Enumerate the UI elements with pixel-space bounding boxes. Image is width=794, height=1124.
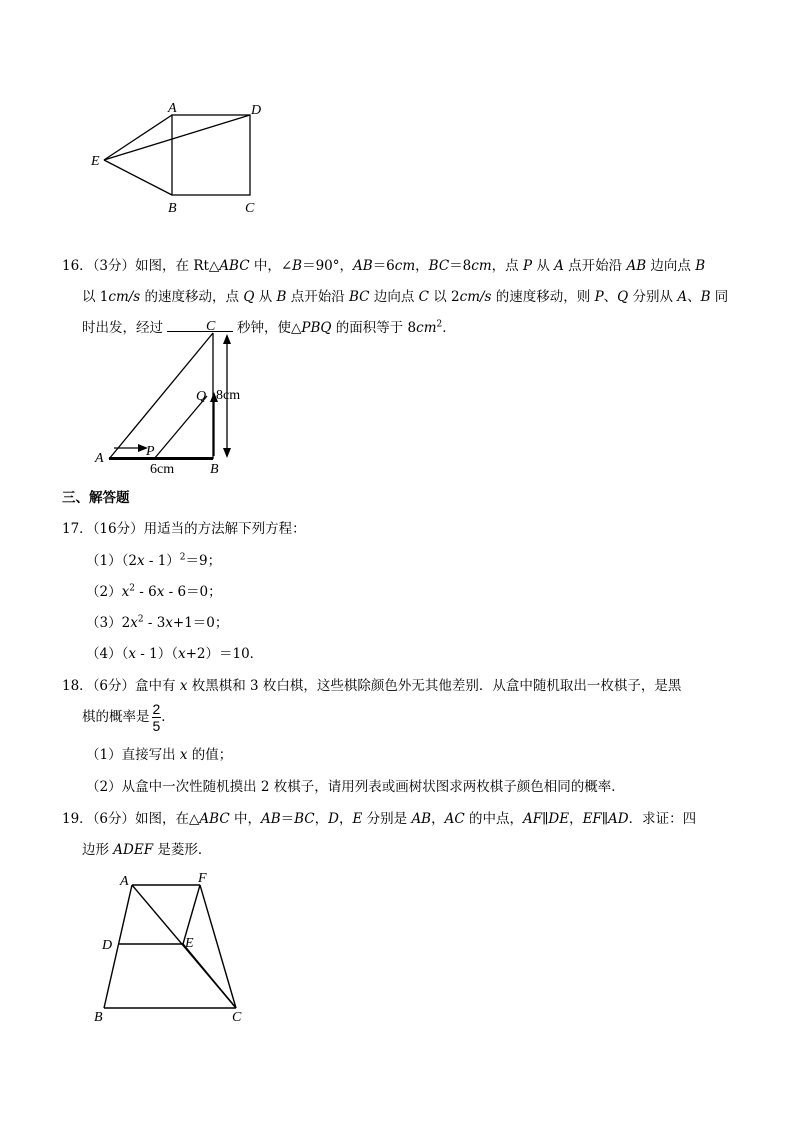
- label-c: C: [245, 201, 255, 216]
- eq-text: - 3: [143, 615, 166, 631]
- q16-text: BC: [349, 289, 370, 305]
- q17-item-1: [86, 549, 221, 569]
- q16-text: BC: [428, 258, 450, 274]
- q17-item-2: [86, 580, 222, 600]
- q19-text: 边形: [82, 842, 114, 858]
- eq-var: x: [130, 615, 138, 631]
- q19-line-1: [62, 807, 696, 827]
- label-p: P: [146, 444, 155, 459]
- q16-text: B: [700, 289, 711, 305]
- q16-text: ，点: [491, 258, 523, 274]
- q16-text: Q: [617, 289, 629, 305]
- q19-text: AB: [411, 811, 432, 827]
- q16-text: A: [677, 289, 688, 305]
- q16-text: 的速度移动，则: [491, 289, 595, 305]
- q19-text: DE: [548, 811, 570, 827]
- segment-ea: [104, 115, 172, 160]
- q19-text: 中，: [229, 811, 261, 827]
- segment-ec: [183, 944, 236, 1008]
- q18-text: 棋的概率是: [82, 709, 150, 725]
- q19-text: ADEF: [113, 842, 154, 858]
- q18-score: （6分）: [92, 678, 136, 694]
- q16-text: B: [276, 289, 287, 305]
- q16-text: 、: [603, 289, 618, 305]
- label-a: A: [95, 451, 104, 466]
- q17-item-3: [86, 611, 228, 631]
- q19-text: ，: [431, 811, 445, 827]
- q19-text: ，: [569, 811, 583, 827]
- q17-score: （16分）: [92, 521, 144, 537]
- label-c: C: [206, 319, 216, 334]
- label-d: D: [102, 938, 113, 953]
- segment-eb: [104, 160, 172, 195]
- arrowhead-down: [223, 448, 231, 458]
- segment-ed: [104, 115, 250, 160]
- q16-text: 分别从: [628, 289, 678, 305]
- eq-var: x: [136, 553, 145, 569]
- q16-text: 从: [532, 258, 555, 274]
- q16-text: 同: [710, 289, 729, 305]
- q19-score: （6分）: [92, 811, 136, 827]
- q17-stem: [62, 517, 306, 537]
- q19-text: ，: [338, 811, 353, 827]
- q16-text: 边向点: [646, 258, 696, 274]
- eq-text: +1＝0；: [172, 615, 229, 631]
- eq-text: ＝9；: [185, 553, 222, 569]
- q16-text: 边向点: [369, 289, 419, 305]
- q18-text: x: [179, 678, 188, 694]
- q16-text: B: [292, 258, 303, 274]
- q16-text: AB: [626, 258, 647, 274]
- q19-text: ABC: [199, 811, 230, 827]
- q18-line-1: [62, 674, 681, 694]
- eq-text: - 1）（: [135, 646, 178, 662]
- q19-text: ，: [314, 811, 329, 827]
- eq-text: - 6＝0；: [164, 584, 222, 600]
- eq-var: x: [177, 646, 186, 662]
- section-title: 三、解答题: [62, 490, 130, 506]
- label-a: A: [168, 101, 177, 116]
- eq-exp: 2: [179, 552, 186, 563]
- figure-square-e: [88, 98, 268, 216]
- q16-text: ．: [442, 320, 456, 336]
- label-b: B: [94, 1010, 103, 1025]
- q16-text: 中，∠: [249, 258, 293, 274]
- q16-text: 的面积等于 8: [331, 320, 417, 336]
- eq-text: +2）＝10．: [185, 646, 264, 662]
- q19-text: BC: [294, 811, 315, 827]
- eq-var: x: [156, 584, 165, 600]
- q19-text: ∥: [601, 811, 609, 827]
- eq-text: （: [121, 646, 129, 662]
- eq-text: 2: [121, 615, 131, 631]
- q16-text: 以 1: [82, 289, 109, 305]
- q16-text: 点开始沿: [286, 289, 350, 305]
- q16-text: 如图，在 Rt△: [135, 258, 220, 274]
- label-a: A: [120, 874, 129, 889]
- label-c: C: [232, 1010, 242, 1025]
- eq-var: x: [165, 615, 173, 631]
- item-label: （3）: [86, 615, 122, 631]
- q18-text: （1）直接写出: [86, 747, 180, 763]
- figure-rhombus: [88, 868, 258, 1026]
- q19-text: ∥: [542, 811, 549, 827]
- segment-pq: [154, 396, 207, 459]
- eq-var: x: [121, 584, 130, 600]
- q16-text: 点开始沿: [563, 258, 627, 274]
- q16-text: C: [418, 289, 429, 305]
- dimension-8cm: 8cm: [216, 388, 241, 403]
- q18-text: ．: [161, 709, 175, 725]
- q16-text: ＝8: [449, 258, 472, 274]
- q16-text: 2: [436, 319, 443, 330]
- q19-number: 19．: [62, 811, 93, 827]
- eq-text: - 1）: [144, 553, 180, 569]
- q16-text: 秒钟，使△: [237, 320, 302, 336]
- eq-exp: 2: [129, 583, 135, 594]
- q16-text: 以 2: [428, 289, 460, 305]
- item-label: （4）: [86, 646, 122, 662]
- q16-text: 的速度移动，点: [140, 289, 244, 305]
- label-e: E: [185, 936, 194, 951]
- q16-text: P: [522, 258, 533, 274]
- label-f: F: [198, 871, 207, 886]
- q16-text: ＝6: [372, 258, 395, 274]
- q16-text: ABC: [219, 258, 250, 274]
- q16-line-1: [62, 254, 705, 274]
- q18-text: 盒中有: [135, 678, 180, 694]
- q19-text: 如图，在△: [135, 811, 200, 827]
- q19-text: 是菱形．: [153, 842, 212, 858]
- q19-text: AC: [444, 811, 465, 827]
- q19-text: E: [352, 811, 363, 827]
- q19-text: 的中点，: [464, 811, 523, 827]
- q16-text: 时出发，经过: [82, 320, 163, 336]
- q16-text: B: [695, 258, 706, 274]
- figure-right-triangle: [90, 314, 250, 478]
- label-b: B: [168, 201, 177, 216]
- fraction-numerator: 2: [152, 701, 161, 717]
- eq-text: （2: [121, 553, 137, 569]
- eq-text: - 6: [134, 584, 157, 600]
- segment-fc: [200, 885, 236, 1008]
- item-label: （1）: [86, 553, 122, 569]
- q16-text: cm: [416, 320, 437, 336]
- q19-text: AD: [608, 811, 629, 827]
- q19-text: AB: [260, 811, 281, 827]
- eq-exp: 2: [137, 614, 144, 625]
- q16-text: 从: [254, 289, 277, 305]
- q16-text: PBQ: [301, 320, 332, 336]
- q17-text: 用适当的方法解下列方程：: [143, 521, 306, 537]
- q16-text: 、: [687, 289, 701, 305]
- q18-line-2: [82, 702, 175, 733]
- q16-text: A: [554, 258, 564, 274]
- label-d: D: [251, 103, 262, 118]
- q16-text: AB: [353, 258, 373, 274]
- arrowhead-up: [223, 334, 231, 344]
- q16-text: cm: [471, 258, 492, 274]
- q18-text: x: [179, 747, 188, 763]
- q16-line-2: [82, 285, 728, 305]
- q16-score: （3分）: [92, 258, 136, 274]
- item-label: （2）: [86, 584, 122, 600]
- dimension-6cm: 6cm: [150, 462, 175, 477]
- q18-sub-2: （2）从盒中一次性随机摸出 2 枚棋子，请用列表或画树状图求两枚棋子颜色相同的概率．: [86, 779, 625, 795]
- q19-text: EF: [582, 811, 602, 827]
- q19-text: D: [328, 811, 339, 827]
- q19-text: ．求证：四: [628, 811, 697, 827]
- q17-number: 17．: [62, 521, 93, 537]
- q18-sub-1: [86, 743, 232, 763]
- q18-number: 18．: [62, 678, 93, 694]
- label-q: Q: [196, 389, 207, 404]
- fraction-denominator: 5: [152, 718, 161, 734]
- label-e: E: [91, 154, 100, 169]
- q16-text: P: [594, 289, 604, 305]
- q16-text: ＝90°，: [302, 258, 354, 274]
- fraction: [152, 702, 162, 733]
- q19-line-2: [82, 838, 211, 858]
- q16-number: 16．: [62, 258, 93, 274]
- q19-text: ＝: [280, 811, 295, 827]
- q16-text: cm/s: [108, 289, 141, 305]
- q19-text: 分别是: [362, 811, 412, 827]
- q17-item-4: [86, 642, 263, 662]
- dimension-line-ab: [109, 457, 213, 460]
- q16-text: Q: [243, 289, 255, 305]
- q19-text: AF: [523, 811, 543, 827]
- eq-var: x: [128, 646, 136, 662]
- q16-text: ，: [415, 258, 429, 274]
- label-b: B: [210, 462, 219, 477]
- q18-text: 枚黑棋和 3 枚白棋，这些棋除颜色外无其他差别．从盒中随机取出一枚棋子，是黑: [187, 678, 682, 694]
- q16-text: cm/s: [459, 289, 492, 305]
- q16-text: cm: [394, 258, 416, 274]
- q18-text: 的值；: [187, 747, 233, 763]
